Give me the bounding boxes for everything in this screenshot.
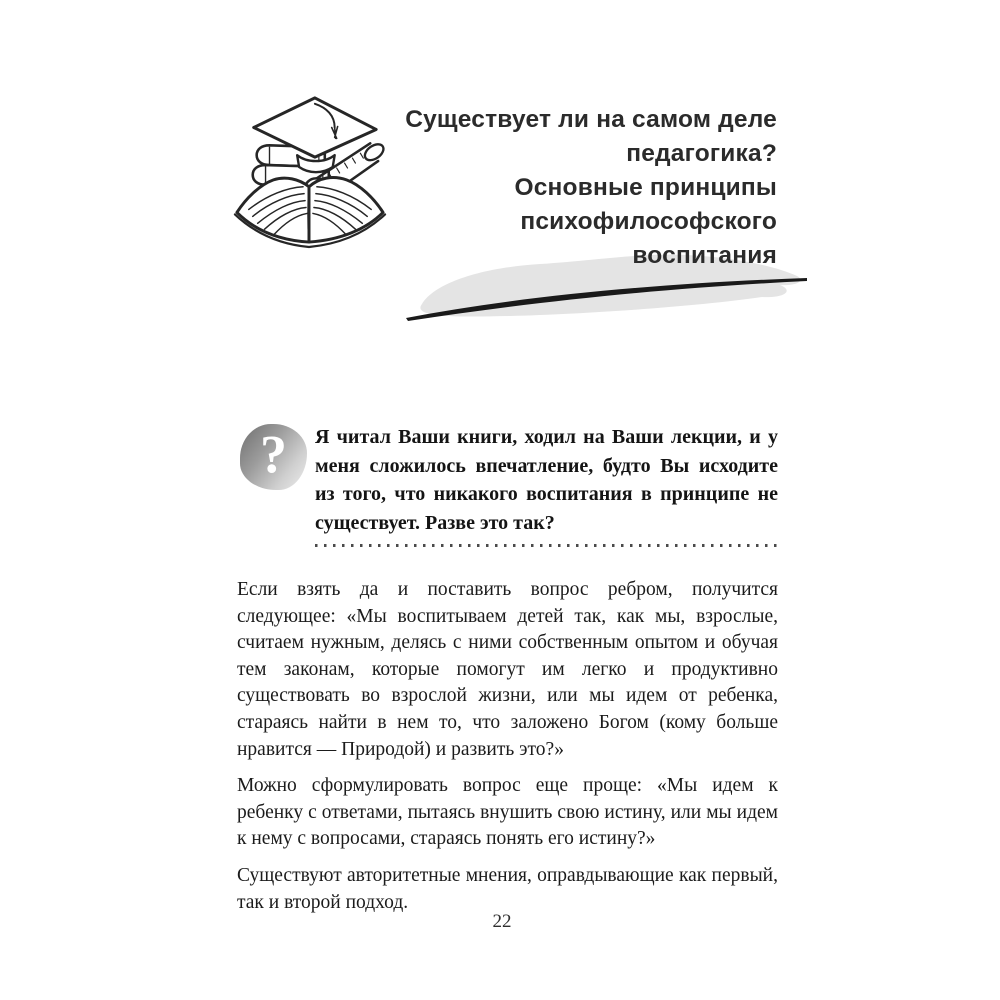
page-number: 22 [492,911,512,932]
chapter-title-line: Основные принципы [514,174,777,201]
chapter-title [397,103,777,273]
dotted-divider [315,544,778,547]
paragraph: Если взять да и поставить вопрос ребром, получится следующее: «Мы воспитываем детей так, как мы, взрослые, считаем нужным, делясь с ними собственным опытом и обучая тем законам, которые помогут им легко и продуктивно существовать во взрослой жизни, или мы идем от ребенка, стараясь найти в нем то, что заложено Богом (кому больше нравится — Природой) и развить это?» [237,579,778,760]
question-mark-glyph: ? [260,424,287,484]
paragraph: Можно сформулировать вопрос еще проще: «Мы идем к ребенку с ответами, пытаясь внушить свою истину, или мы идем к нему с вопросами, стараясь понять его истину?» [237,775,778,850]
chapter-title-line: воспитания [632,242,777,269]
chapter-title-line: психофилософского [520,208,777,235]
body-text [237,577,778,916]
chapter-title-line: Существует ли на самом деле [405,106,777,133]
question-text: Я читал Ваши книги, ходил на Ваши лекции, и у меня сложилось впечатление, будто Вы исходите из того, что никакого воспитания в принципе не существует. Разве это так? [315,426,778,534]
paragraph: Существуют авторитетные мнения, оправдывающие как первый, так и второй подход. [237,864,778,913]
chapter-title-line: педагогика? [626,140,777,167]
question-mark-icon [240,424,307,490]
books-and-graduation-cap-illustration [230,84,388,252]
